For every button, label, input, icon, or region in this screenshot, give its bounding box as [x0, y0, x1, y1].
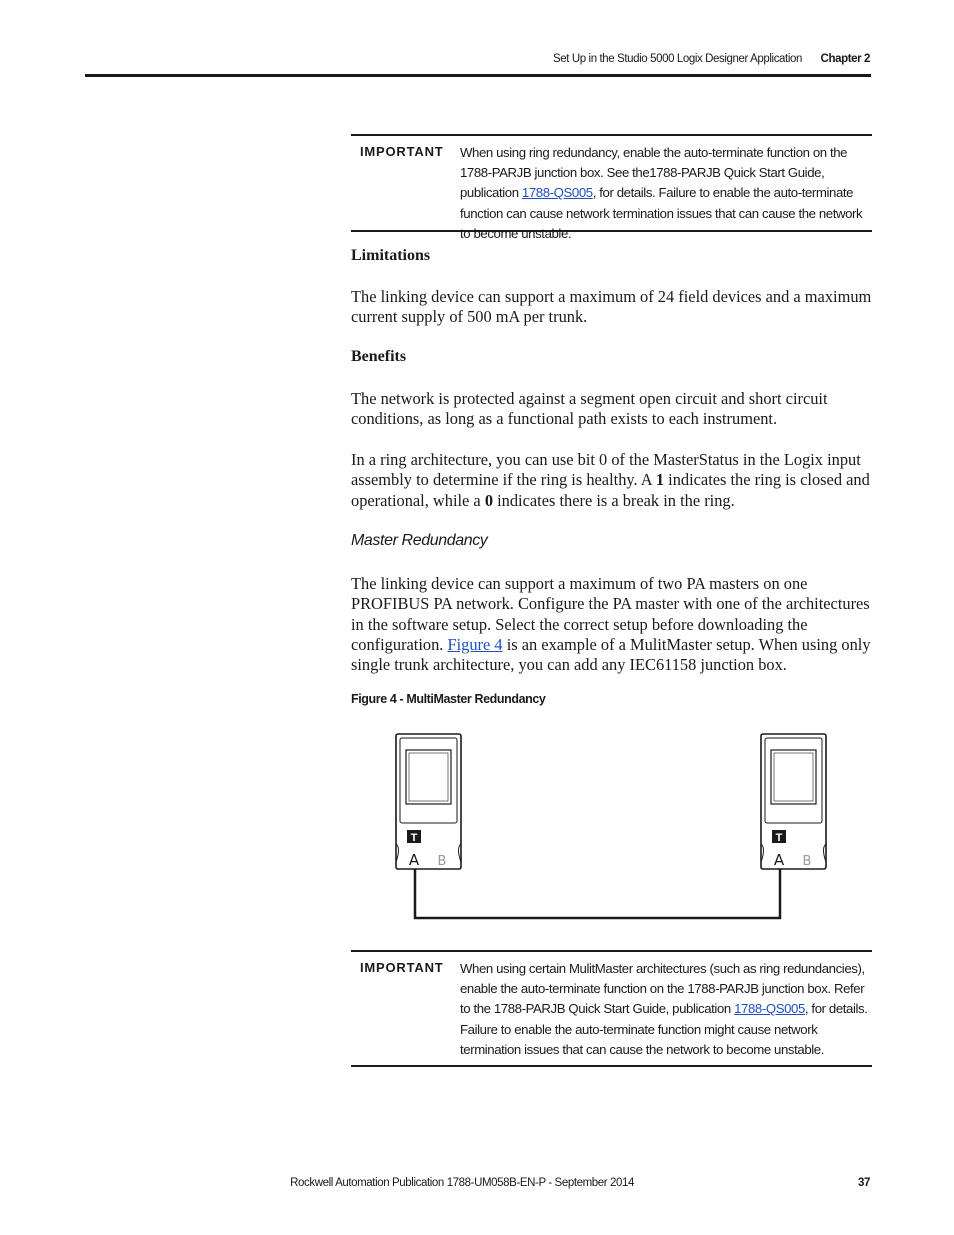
port-a-label: A — [773, 851, 785, 869]
header-rule — [85, 74, 871, 77]
running-header-chapter: Chapter 2 — [820, 53, 870, 65]
figure-4-link[interactable]: Figure 4 — [447, 634, 503, 654]
footer-publication: Rockwell Automation Publication 1788-UM058B-EN-P - September 2014 — [290, 1177, 634, 1189]
figure-caption: Figure 4 - MultiMaster Redundancy — [351, 692, 546, 706]
section-heading-benefits: Benefits — [351, 348, 407, 365]
important-label: IMPORTANT — [360, 144, 444, 159]
important-note-multimaster — [351, 950, 872, 1067]
multimaster-redundancy-diagram — [380, 728, 840, 928]
running-header-title: Set Up in the Studio 5000 Logix Designer Application — [553, 53, 802, 65]
linking-device-1 — [396, 734, 461, 869]
important-note-ring-redundancy — [351, 134, 872, 241]
port-b-label: B — [437, 854, 447, 869]
important-label: IMPORTANT — [360, 960, 444, 975]
termination-label: T — [410, 832, 418, 844]
publication-link-1788-qs005[interactable]: 1788-QS005 — [521, 185, 593, 201]
page-number: 37 — [858, 1177, 870, 1189]
port-a-label: A — [408, 851, 420, 869]
paragraph-master-redundancy: The linking device can support a maximum of two PA masters on one PROFIBUS PA network. Configure the PA master with one of the architectures in the software setup. Select the correct setup before downloading the configuration. Figure 4 is an example of a MulitMaster setup. When using only single trunk architecture, you can add any IEC61158 junction box. — [351, 574, 871, 675]
section-heading-master-redundancy: Master Redundancy — [351, 532, 488, 549]
paragraph-benefits-1: The network is protected against a segment open circuit and short circuit conditions, as long as a functional path exists to each instrument. — [351, 389, 828, 429]
paragraph-benefits-2: In a ring architecture, you can use bit 0 of the MasterStatus in the Logix input assembly to determine if the ring is healthy. A 1 indicates the ring is closed and operational, while a 0 indicates there is a break in the ring. — [351, 450, 870, 510]
section-heading-limitations: Limitations — [351, 247, 431, 264]
port-b-label: B — [802, 854, 812, 869]
paragraph-limitations: The linking device can support a maximum of 24 field devices and a maximum current supply of 500 mA per trunk. — [351, 287, 872, 327]
termination-label: T — [775, 832, 783, 844]
linking-device-2 — [761, 734, 826, 869]
publication-link-1788-qs005[interactable]: 1788-QS005 — [734, 1001, 805, 1017]
important-text: When using certain MulitMaster architectures (such as ring redundancies), enable the auto-terminate function on the 1788-PARJB junction box. Refer to the 1788-PARJB Quick Start Guide, publication 1788-QS005, for details. Failure to enable the auto-terminate function might cause network termination issues that can cause the network to become unstable. — [460, 961, 868, 1057]
trunk-cable — [415, 868, 780, 918]
important-text: When using ring redundancy, enable the auto-terminate function on the 1788-PARJB junction box. See the1788-PARJB Quick Start Guide, publication 1788-QS005, for details. Failure to enable the auto-terminate function can cause network termination issues that can cause the network to become unstable. — [460, 145, 863, 241]
